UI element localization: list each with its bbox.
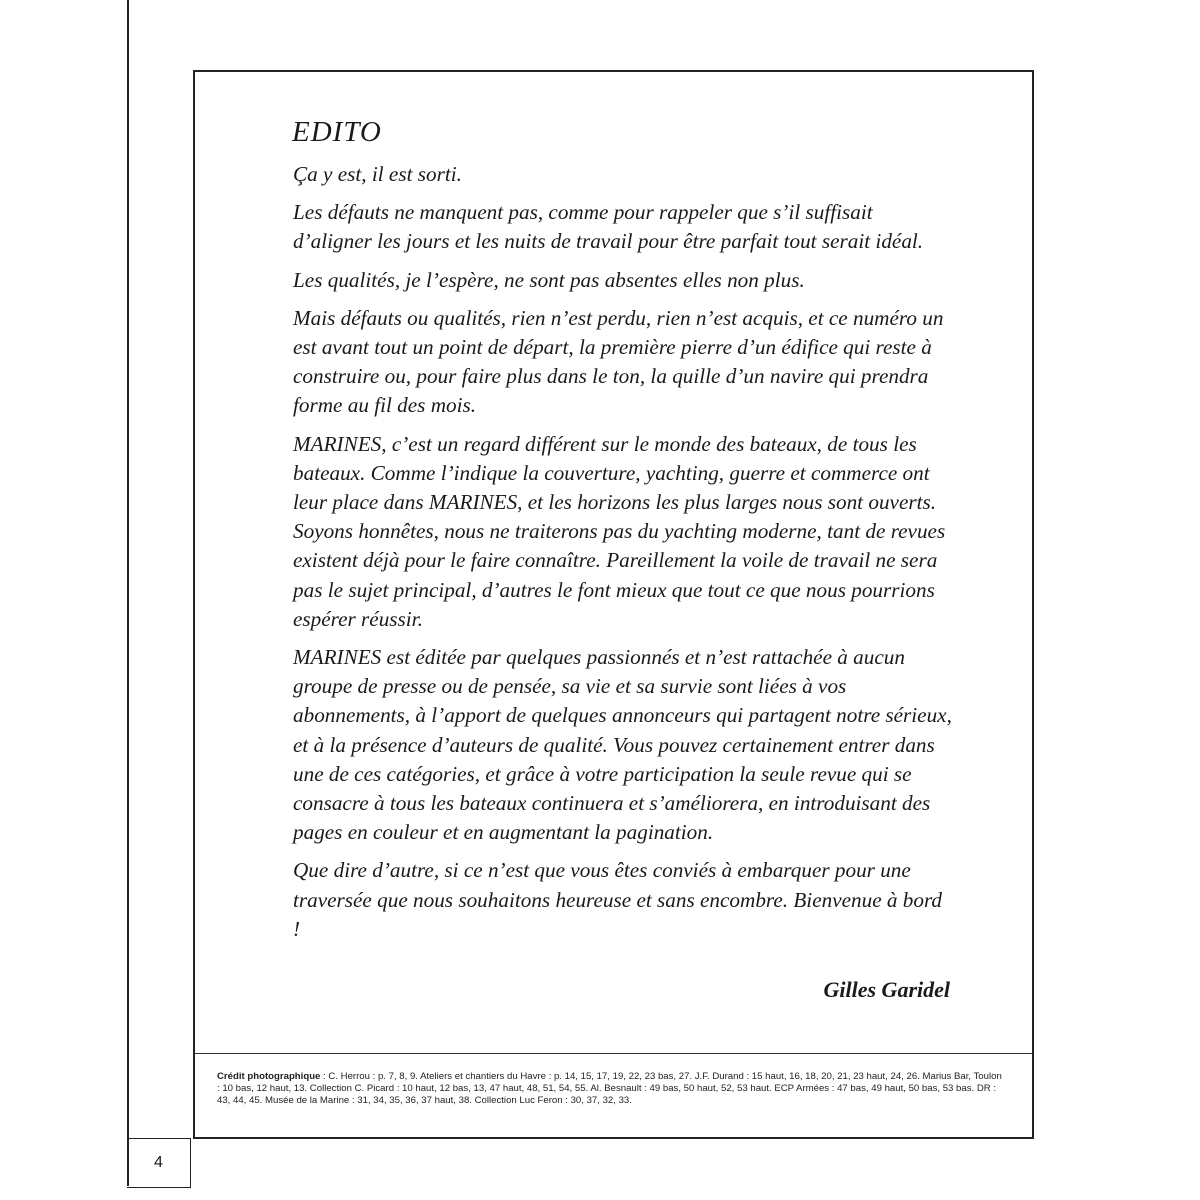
edito-title: EDITO [292,116,382,148]
edito-body [293,160,953,953]
photo-credits-label: Crédit photographique [217,1071,321,1082]
edito-paragraph-5: MARINES, c’est un regard différent sur le monde des bateaux, de tous les bateaux. Comme l’indique la couverture, yachting, guerre et commerce ont leur place dans MARINES, et les horizons les plus larges nous sont ouverts. Soyons honnêtes, nous ne traiterons pas du yachting moderne, tant de revues existent déjà pour le faire connaître. Pareillement la voile de travail ne sera pas le sujet principal, d’autres le font mieux que tout ce que nous pourrions espérer réussir. [293,431,946,631]
page-number-value: 4 [154,1154,163,1171]
photo-credits-text: C. Herrou : p. 7, 8, 9. Ateliers et chantiers du Havre : p. 14, 15, 17, 19, 22, 23 bas, 27. J.F. Durand : 15 haut, 16, 18, 20, 21, 23 haut, 24, 26. Marius Bar, Toulon : 10 bas, 12 haut, 13. Collection C. Picard : 10 haut, 12 bas, 13, 47 haut, 48, 51, 54, 55. Al. Besnault : 49 bas, 50 haut, 52, 53 haut. ECP Armées : 47 bas, 49 haut, 50 bas, 53 bas. DR : 43, 44, 45. Musée de la Marine : 31, 34, 35, 36, 37 haut, 38. Collection Luc Feron : 30, 37, 32, 33. [217,1071,1002,1107]
edito-paragraph-2: Les défauts ne manquent pas, comme pour rappeler que s’il suffisait d’aligner les jours et les nuits de travail pour être parfait tout serait idéal. [293,200,924,254]
edito-paragraph-4: Mais défauts ou qualités, rien n’est perdu, rien n’est acquis, et ce numéro un est avant tout un point de départ, la première pierre d’un édifice qui reste à construire ou, pour faire plus dans le ton, la quille d’un navire qui prendra forme au fil des mois. [293,305,944,418]
photo-credits [217,1071,1007,1108]
page-number [127,1138,191,1188]
credits-divider [195,1053,1032,1054]
photo-credits-separator: : [320,1071,329,1082]
author-signature: Gilles Garidel [823,977,950,1002]
edito-paragraph-7: Que dire d’autre, si ce n’est que vous êtes conviés à embarquer pour une traversée que nous souhaitons heureuse et sans encombre. Bienvenue à bord ! [293,858,943,941]
edito-paragraph-6: MARINES est éditée par quelques passionnés et n’est rattachée à aucun groupe de presse ou de pensée, sa vie et sa survie sont liées à vos abonnements, à l’apport de quelques annonceurs qui partagent notre sérieux, et à la présence d’auteurs de qualité. Vous pouvez certainement entrer dans une de ces catégories, et grâce à votre participation la seule revue qui se consacre à tous les bateaux continuera et s’améliorera, en introduisant des pages en couleur et en augmentant la pagination. [293,645,952,845]
edito-paragraph-3: Les qualités, je l’espère, ne sont pas absentes elles non plus. [293,267,805,292]
edito-paragraph-1: Ça y est, il est sorti. [293,162,462,186]
